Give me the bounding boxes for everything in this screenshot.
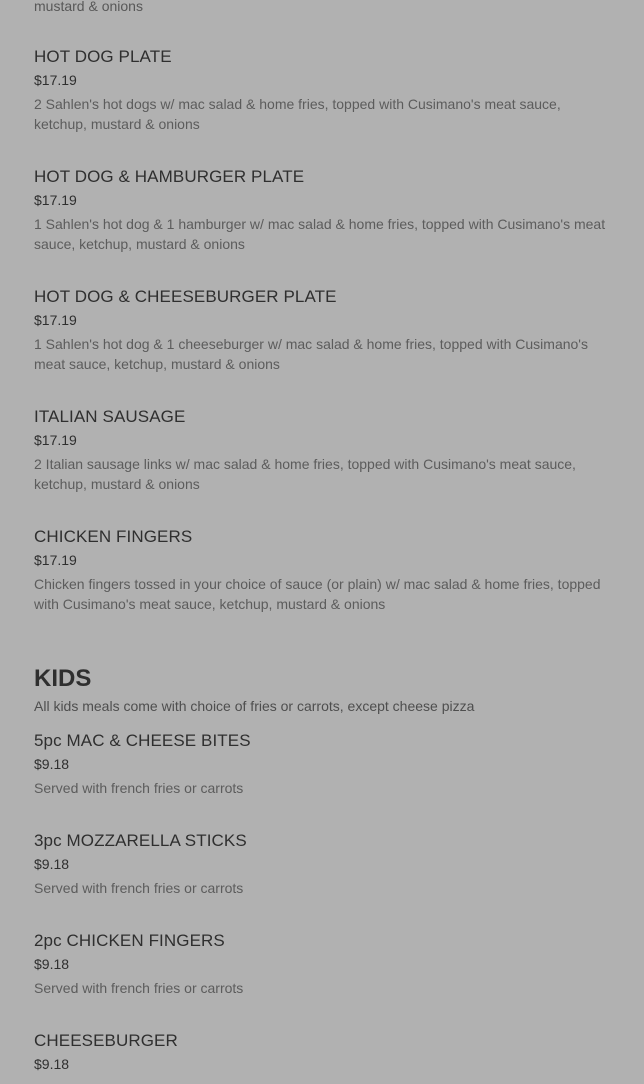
menu-item-italian-sausage[interactable] <box>34 406 610 494</box>
item-name: CHEESEBURGER <box>34 1031 178 1050</box>
item-price: $17.19 <box>34 552 77 568</box>
item-name: 3pc MOZZARELLA STICKS <box>34 831 247 850</box>
menu-item-mac-cheese-bites[interactable] <box>34 730 610 798</box>
item-price: $17.19 <box>34 192 77 208</box>
item-price: $9.18 <box>34 956 70 972</box>
item-price: $17.19 <box>34 72 77 88</box>
item-price: $9.18 <box>34 1056 70 1072</box>
item-name: CHICKEN FINGERS <box>34 527 193 546</box>
item-description: Served with french fries or carrots <box>34 980 244 996</box>
item-name: ITALIAN SAUSAGE <box>34 407 186 426</box>
section-note: All kids meals come with choice of fries or carrots, except cheese pizza <box>34 698 475 714</box>
item-description: Served with french fries or carrots <box>34 880 244 896</box>
menu-item-hot-dog-plate[interactable] <box>34 46 610 134</box>
menu-item-cheeseburger[interactable] <box>34 1030 610 1073</box>
menu-item-chicken-fingers[interactable] <box>34 526 610 614</box>
previous-item-description: mustard & onions <box>34 0 143 14</box>
item-price: $17.19 <box>34 432 77 448</box>
item-description: 2 Italian sausage links w/ mac salad & home fries, topped with Cusimano's meat sauce, ketchup, mustard & onions <box>34 456 576 492</box>
item-name: HOT DOG PLATE <box>34 47 172 66</box>
item-name: HOT DOG & CHEESEBURGER PLATE <box>34 287 337 306</box>
item-description: 2 Sahlen's hot dogs w/ mac salad & home fries, topped with Cusimano's meat sauce, ketchup, mustard & onions <box>34 96 561 132</box>
menu-item-hot-dog-cheeseburger-plate[interactable] <box>34 286 610 374</box>
item-description: Chicken fingers tossed in your choice of sauce (or plain) w/ mac salad & home fries, topped with Cusimano's meat sauce, ketchup, mustard & onions <box>34 576 601 612</box>
item-price: $17.19 <box>34 312 77 328</box>
item-name: 2pc CHICKEN FINGERS <box>34 931 225 950</box>
item-description: Served with french fries or carrots <box>34 780 244 796</box>
item-description: 1 Sahlen's hot dog & 1 cheeseburger w/ mac salad & home fries, topped with Cusimano's meat sauce, ketchup, mustard & onions <box>34 336 588 372</box>
menu-item-hot-dog-hamburger-plate[interactable] <box>34 166 610 254</box>
section-title-kids: KIDS <box>34 665 92 692</box>
menu-item-mozzarella-sticks[interactable] <box>34 830 610 898</box>
item-price: $9.18 <box>34 756 70 772</box>
item-name: HOT DOG & HAMBURGER PLATE <box>34 167 305 186</box>
item-price: $9.18 <box>34 856 70 872</box>
item-description: 1 Sahlen's hot dog & 1 hamburger w/ mac salad & home fries, topped with Cusimano's meat sauce, ketchup, mustard & onions <box>34 216 606 252</box>
item-name: 5pc MAC & CHEESE BITES <box>34 731 251 750</box>
menu-item-kids-chicken-fingers[interactable] <box>34 930 610 998</box>
